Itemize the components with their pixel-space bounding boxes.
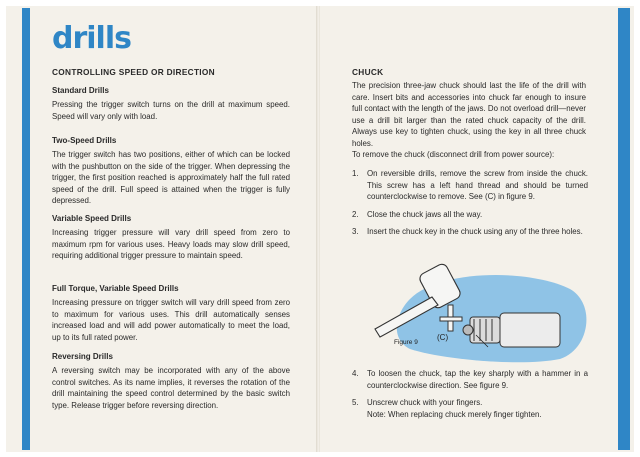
step-number: 3. [352, 227, 359, 237]
body-two-speed: The trigger switch has two positions, either of which can be locked with the pushbutton on the side of the trigger. When depressing the trigger, the first position reached is approximately half the full rated speed of the drill. Full speed is attained when the trigger is fully depressed. [52, 150, 290, 206]
body-standard: Pressing the trigger switch turns on the drill at maximum speed. Speed will vary only with load. [52, 100, 290, 121]
subheading-two-speed: Two-Speed Drills [52, 136, 117, 145]
subheading-standard: Standard Drills [52, 86, 109, 95]
steps-list-a [352, 168, 588, 244]
step-text: Unscrew chuck with your fingers. [367, 398, 483, 408]
step-item [352, 209, 588, 221]
step-item [352, 368, 588, 391]
step-item [352, 226, 588, 238]
step-text: To loosen the chuck, tap the key sharply with a hammer in a counterclockwise direction. See figure 9. [367, 369, 588, 390]
body-variable: Increasing trigger pressure will vary drill speed from zero to maximum rpm for various uses. Heavy loads may slow drill speed, requiring additional trigger pressure to maintain speed. [52, 228, 290, 261]
drills-logo: drills [52, 21, 131, 56]
step-number: 2. [352, 209, 359, 219]
chuck-intro: The precision three-jaw chuck should last the life of the drill with care. Insert bits and accessories into chuck far enough to insure full contact with the length of the jaws. Do not overload drill—never use a drill bit larger than the rated chuck capacity of the drill. Always use key to tighten chuck, using the key in all three chuck holes. [352, 81, 586, 148]
step-text: Close the chuck jaws all the way. [367, 209, 483, 219]
step-note: Note: When replacing chuck merely finger tighten. [367, 409, 542, 419]
subheading-full-torque: Full Torque, Variable Speed Drills [52, 284, 179, 293]
step-item [352, 168, 588, 203]
left-blue-edge [22, 8, 30, 450]
step-item [352, 397, 588, 420]
page-gutter [316, 6, 320, 452]
step-number: 5. [352, 398, 359, 408]
step-number: 4. [352, 369, 359, 378]
subheading-variable: Variable Speed Drills [52, 214, 132, 223]
chuck-heading: CHUCK [352, 67, 384, 77]
drill-chuck-icon [463, 313, 560, 347]
subheading-reversing: Reversing Drills [52, 352, 113, 361]
remove-intro: To remove the chuck (disconnect drill from power source): [352, 150, 555, 159]
step-number: 1. [352, 169, 359, 178]
step-text: On reversible drills, remove the screw from inside the chuck. This screw has a left hand thread and should be turned counterclockwise to remove. See (C) in figure 9. [367, 169, 588, 202]
body-full-torque: Increasing pressure on trigger switch will vary drill speed from zero to maximum for various uses. This drill automatically senses increased load and will add power automatically to meet the load, up to its full rated power. [52, 298, 290, 342]
body-reversing: A reversing switch may be incorporated with any of the above control switches. As its name implies, it reverses the rotation of the drill maintaining the speed control determined by the basic switch type. Release trigger before reversing direction. [52, 366, 290, 410]
figure-9-illustration [370, 259, 596, 367]
figure-callout: (C) [437, 333, 449, 342]
figure-label: Figure 9 [394, 339, 418, 346]
step-text: Insert the chuck key in the chuck using any of the three holes. [367, 227, 583, 237]
section-heading: CONTROLLING SPEED OR DIRECTION [52, 67, 215, 77]
right-blue-edge [618, 8, 630, 450]
steps-list-b [352, 368, 588, 426]
